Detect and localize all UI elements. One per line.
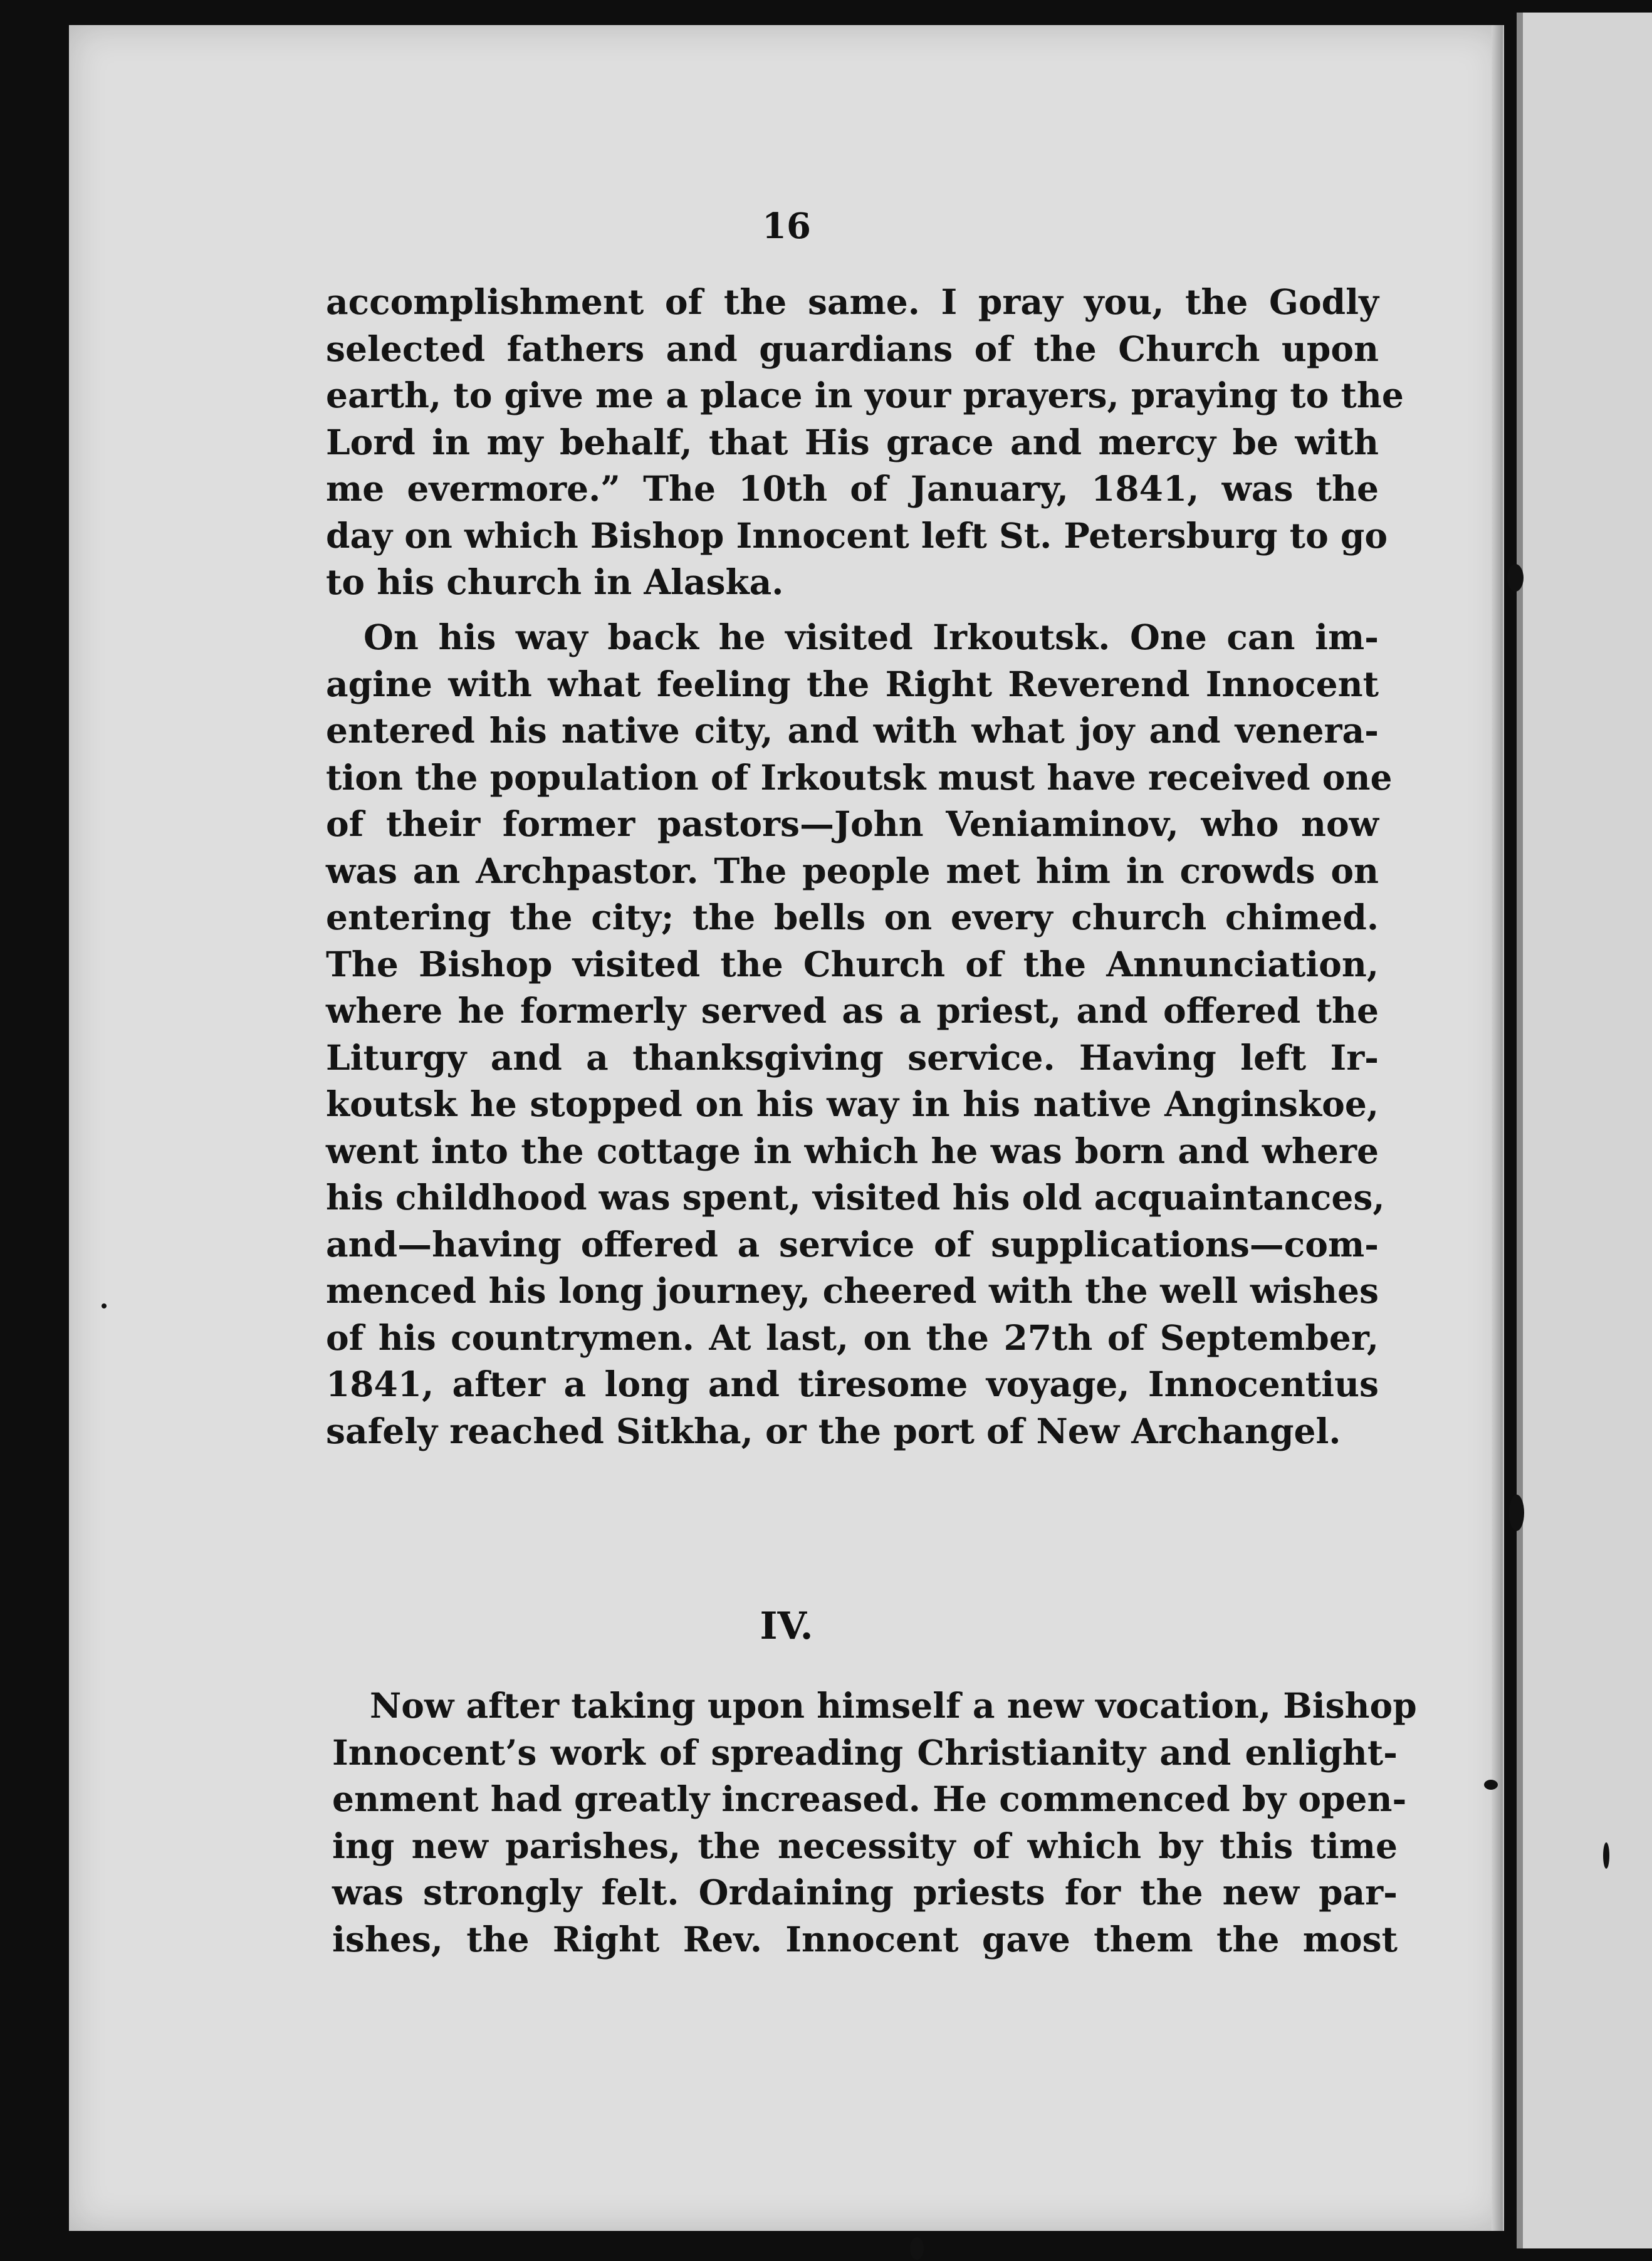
text-line: of their former pastors—John Veniaminov, who now bbox=[326, 803, 1379, 844]
text-line: The Bishop visited the Church of the Annunciation, bbox=[326, 943, 1379, 984]
text-line: selected fathers and guardians of the Church upon bbox=[326, 328, 1379, 369]
page-number: 16 bbox=[762, 206, 811, 247]
text-line: and—having offered a service of supplications—com- bbox=[326, 1223, 1379, 1265]
text-line: ishes, the Right Rev. Innocent gave them the most bbox=[332, 1918, 1398, 1960]
text-line: On his way back he visited Irkoutsk. One can im- bbox=[363, 617, 1379, 657]
text-line: safely reached Sitkha, or the port of New Archangel. bbox=[326, 1410, 1341, 1451]
text-line: Innocent’s work of spreading Christianity and enlight- bbox=[332, 1731, 1398, 1773]
scan-speck bbox=[1507, 564, 1524, 592]
text-line: 1841, after a long and tiresome voyage, Innocentius bbox=[326, 1364, 1379, 1404]
text-line: day on which Bishop Innocent left St. Petersburg to go bbox=[326, 514, 1388, 556]
scan-speck bbox=[1484, 1780, 1498, 1790]
document-page bbox=[69, 25, 1504, 2231]
text-line: accomplishment of the same. I pray you, the Godly bbox=[326, 281, 1379, 322]
scan-speck bbox=[102, 1303, 107, 1308]
text-line: enment had greatly increased. He commenced by open- bbox=[332, 1778, 1407, 1819]
scan-speck bbox=[910, 2237, 924, 2260]
paragraph-1 bbox=[326, 279, 1404, 606]
text-line: was an Archpastor. The people met him in crowds on bbox=[326, 850, 1379, 891]
text-line: entering the city; the bells on every church chimed. bbox=[326, 897, 1379, 937]
paragraph-3 bbox=[332, 1683, 1417, 1963]
text-line: Now after taking upon himself a new vocation, Bishop bbox=[370, 1685, 1417, 1726]
page-fold-shadow bbox=[1492, 25, 1503, 2231]
scan-speck bbox=[1603, 1842, 1609, 1869]
text-line: to his church in Alaska. bbox=[326, 561, 784, 602]
text-line: Liturgy and a thanksgiving service. Having left Ir- bbox=[326, 1037, 1379, 1078]
text-line: his childhood was spent, visited his old acquaintances, bbox=[326, 1177, 1385, 1218]
scan-speck bbox=[1509, 1495, 1524, 1531]
section-heading: IV. bbox=[760, 1604, 813, 1648]
text-line: where he formerly served as a priest, and offered the bbox=[326, 990, 1379, 1031]
text-line: me evermore.” The 10th of January, 1841, was the bbox=[326, 468, 1379, 509]
text-line: koutsk he stopped on his way in his native Anginskoe, bbox=[326, 1084, 1379, 1124]
paragraph-2 bbox=[326, 614, 1393, 1454]
text-line: Lord in my behalf, that His grace and mercy be with bbox=[326, 421, 1379, 462]
text-line: went into the cottage in which he was born and where bbox=[326, 1130, 1379, 1171]
adjacent-page-edge bbox=[1517, 13, 1652, 2248]
text-line: menced his long journey, cheered with the well wishes bbox=[326, 1270, 1379, 1311]
text-line: of his countrymen. At last, on the 27th of September, bbox=[326, 1317, 1379, 1358]
text-line: earth, to give me a place in your prayers, praying to the bbox=[326, 375, 1404, 415]
text-line: ing new parishes, the necessity of which by this time bbox=[332, 1825, 1398, 1866]
text-line: entered his native city, and with what joy and venera- bbox=[326, 710, 1379, 751]
text-line: agine with what feeling the Right Reverend Innocent bbox=[326, 663, 1379, 704]
text-line: was strongly felt. Ordaining priests for the new par- bbox=[332, 1872, 1398, 1913]
text-line: tion the population of Irkoutsk must have received one bbox=[326, 756, 1393, 798]
